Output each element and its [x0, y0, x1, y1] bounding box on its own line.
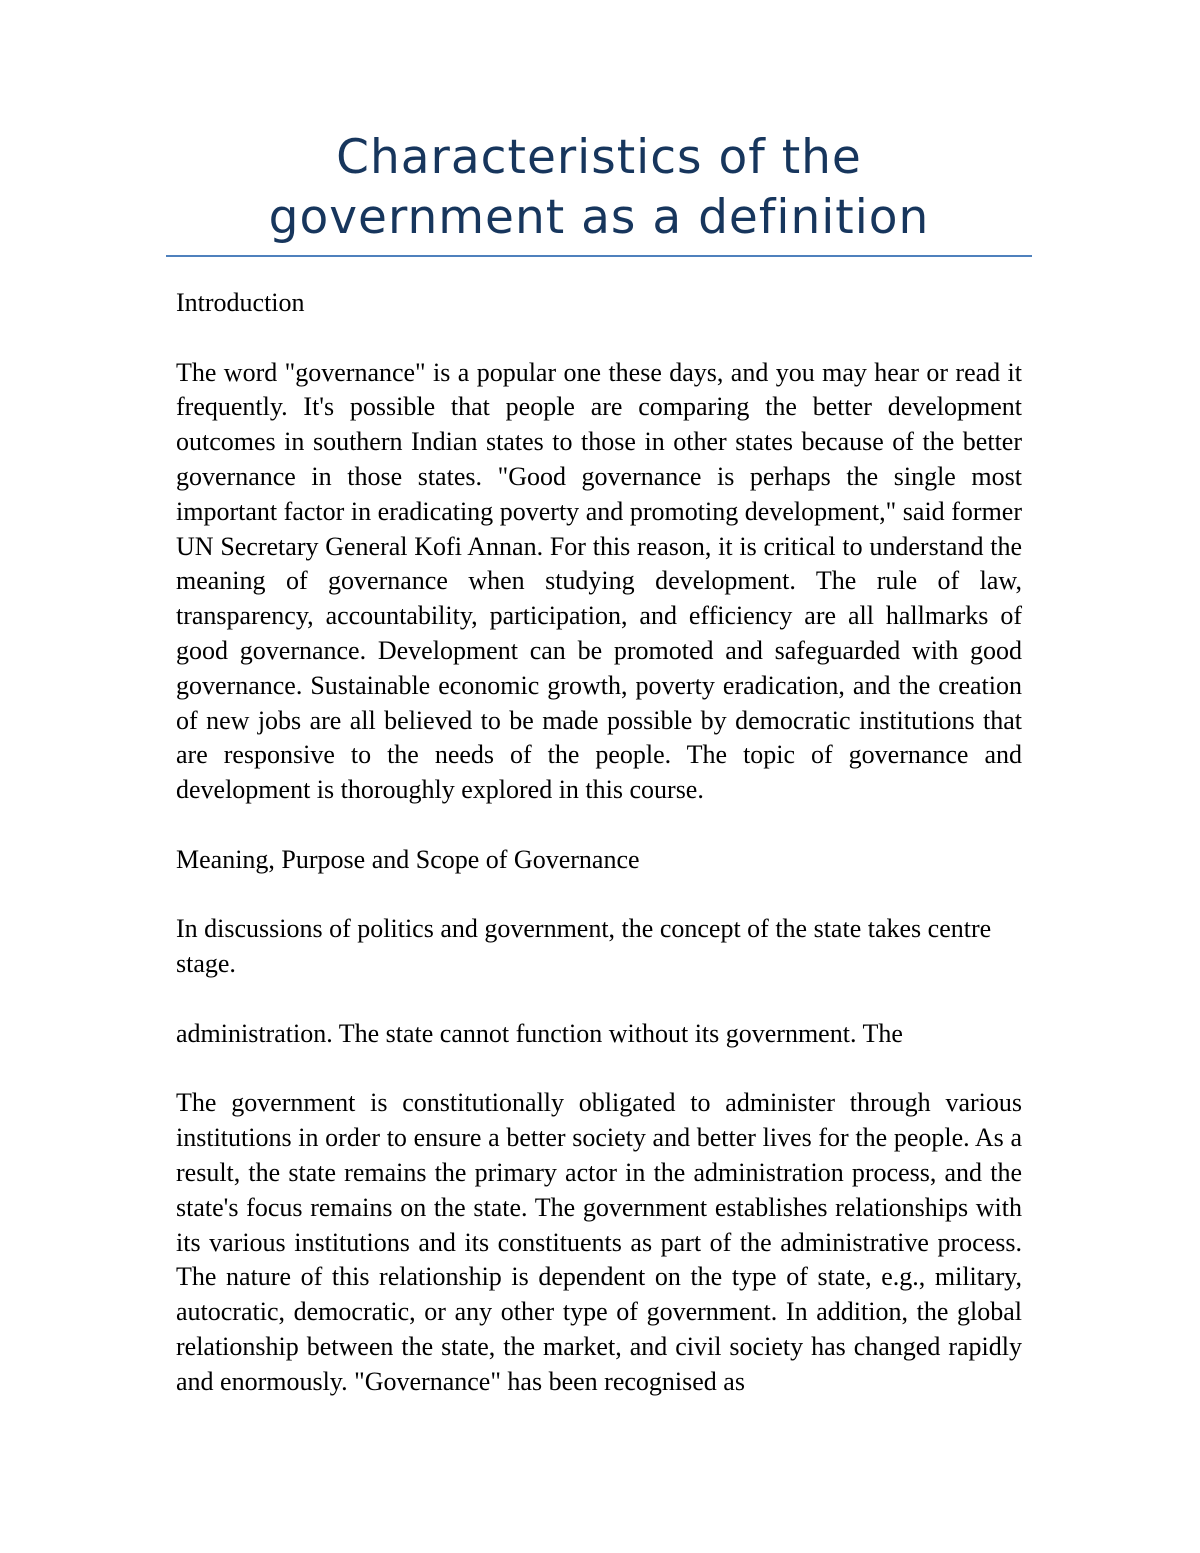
- paragraph-introduction: The word "governance" is a popular one these days, and you may hear or read it frequently. It's possible that people are comparing the better development outcomes in southern Indian states to those in other states because of the better governance in those states. "Good governance is perhaps the single most important factor in eradicating poverty and promoting development," said former UN Secretary General Kofi Annan. For this reason, it is critical to understand the meaning of governance when studying development. The rule of law, transparency, accountability, participation, and efficiency are all hallmarks of good governance. Development can be promoted and safeguarded with good governance. Sustainable economic growth, poverty eradication, and the creation of new jobs are all believed to be made possible by democratic institutions that are responsive to the needs of the people. The topic of governance and development is thoroughly explored in this course.: [176, 357, 1022, 805]
- heading-introduction: Introduction: [176, 288, 305, 317]
- paragraph-state-concept: In discussions of politics and government, the concept of the state takes centre stage.: [176, 914, 992, 979]
- heading-meaning-purpose-scope: Meaning, Purpose and Scope of Governance: [176, 844, 640, 874]
- title-line-2: government as a definition: [268, 190, 930, 245]
- paragraph-government-obligation: The government is constitutionally obligated to administer through various institutions in order to ensure a better society and better lives for the people. As a result, the state remains the primary actor in the administration process, and the state's focus remains on the state. The government establishes relationships with its various institutions and its constituents as part of the administrative process. The nature of this relationship is dependent on the type of state, e.g., military, autocratic, democratic, or any other type of government. In addition, the global relationship between the state, the market, and civil society has changed rapidly and enormously. "Governance" has been recognised as: [176, 1088, 1022, 1396]
- title-line-1: Characteristics of the: [336, 130, 862, 185]
- title-underline: [166, 255, 1032, 257]
- paragraph-administration: administration. The state cannot function without its government. The: [176, 1018, 903, 1048]
- document-title: [166, 128, 1032, 248]
- document-body: [176, 286, 1022, 1434]
- title-block: [166, 128, 1032, 248]
